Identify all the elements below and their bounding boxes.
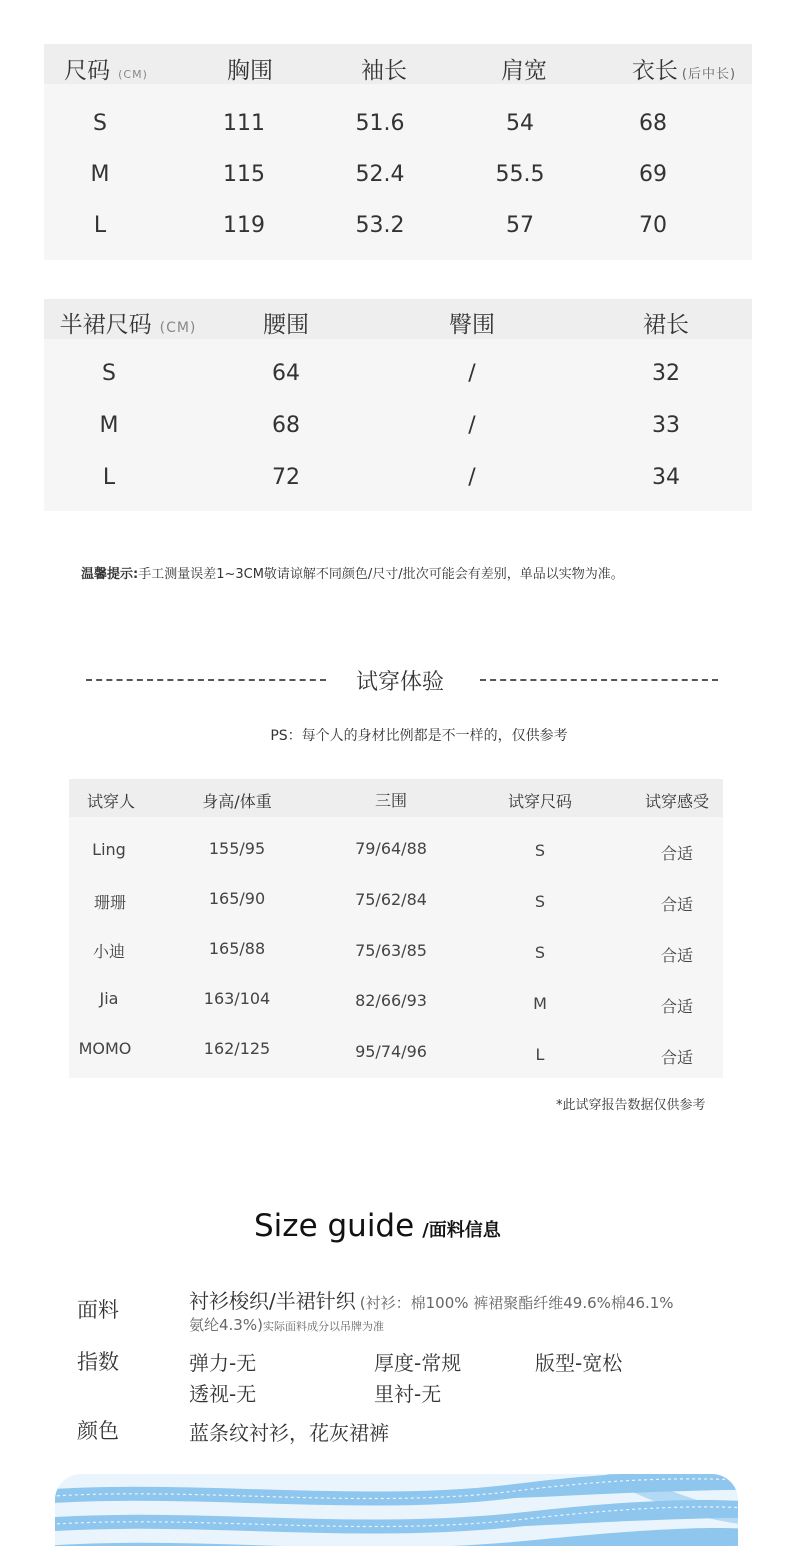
skirt-size-table — [44, 299, 752, 511]
table-cell: 52.4 — [355, 162, 405, 187]
table-cell: 合适 — [660, 844, 694, 863]
table-cell: 69 — [639, 162, 667, 187]
table-cell: 75/62/84 — [355, 890, 427, 909]
table-cell: MOMO — [78, 1039, 132, 1058]
header-feeling: 试穿感受 — [644, 792, 710, 811]
table-cell: 165/88 — [208, 939, 266, 958]
table-cell: 119 — [223, 213, 265, 238]
divider-left — [86, 679, 326, 681]
material-detail-2: 氨纶4.3%) — [189, 1316, 263, 1334]
table-cell: 165/90 — [208, 889, 266, 908]
fabric-title: Size guide — [254, 1208, 415, 1244]
table-cell: Ling — [92, 840, 126, 859]
header-tried-size: 试穿尺码 — [507, 792, 573, 811]
index-elasticity: 弹力-无 — [189, 1351, 257, 1375]
header-measurements: 三围 — [374, 791, 408, 810]
table-cell: 95/74/96 — [355, 1042, 427, 1061]
table-cell: 33 — [652, 413, 680, 438]
table-cell: 珊珊 — [93, 893, 127, 912]
table-cell: 55.5 — [495, 162, 545, 187]
material-main: 衬衫梭织/半裙针织 — [189, 1289, 356, 1313]
table-cell: 57 — [506, 213, 534, 238]
table-cell: 82/66/93 — [355, 991, 427, 1010]
tryon-table — [69, 779, 723, 1078]
table-cell: 68 — [272, 413, 300, 438]
material-note: 实际面料成分以吊牌为准 — [262, 1320, 384, 1333]
index-fit: 版型-宽松 — [535, 1351, 623, 1375]
table-cell: 115 — [223, 162, 265, 187]
material-detail-1: (衬衫：棉100% 裤裙聚酯纤维49.6%棉46.1% — [359, 1294, 674, 1312]
header-length: 衣长 (后中长) — [631, 58, 737, 84]
table-cell: / — [468, 465, 476, 490]
color-label: 颜色 — [77, 1419, 119, 1443]
table-cell: 72 — [272, 465, 300, 490]
header-tester: 试穿人 — [86, 792, 136, 811]
table-cell: 54 — [506, 111, 534, 136]
table-cell: 合适 — [660, 895, 694, 914]
table-cell: S — [534, 892, 546, 911]
table-cell: / — [468, 413, 476, 438]
fabric-heading — [254, 1208, 501, 1244]
table-cell: S — [93, 111, 107, 136]
table-cell: 合适 — [660, 1048, 694, 1067]
header-size: 尺码 (CM) — [64, 58, 148, 84]
table-cell: 32 — [652, 361, 680, 386]
table-cell: 64 — [272, 361, 300, 386]
table-cell: Jia — [99, 989, 119, 1008]
material-line-1 — [189, 1285, 674, 1314]
table-cell: 合适 — [660, 946, 694, 965]
table-cell: 51.6 — [355, 111, 405, 136]
stripe-pattern — [55, 1474, 738, 1546]
fabric-subtitle: /面料信息 — [422, 1220, 501, 1241]
material-label: 面料 — [77, 1298, 119, 1322]
table-cell: S — [534, 943, 546, 962]
header-chest: 胸围 — [227, 58, 273, 84]
table-cell: 34 — [652, 465, 680, 490]
table-cell: L — [102, 465, 116, 490]
header-height-weight: 身高/体重 — [202, 792, 272, 811]
index-label: 指数 — [77, 1350, 119, 1374]
tryon-title: 试穿体验 — [355, 670, 445, 695]
length-note: (后中长) — [681, 67, 737, 82]
table-cell: 68 — [639, 111, 667, 136]
index-thickness: 厚度-常规 — [374, 1351, 462, 1375]
header-skirt-length: 裙长 — [643, 312, 689, 338]
table-cell: M — [99, 413, 119, 438]
size-unit: (CM) — [118, 68, 148, 81]
table-cell: 53.2 — [355, 213, 405, 238]
table-cell: M — [533, 994, 547, 1013]
top-size-table — [44, 44, 752, 260]
index-lining: 里衬-无 — [374, 1382, 442, 1406]
header-shoulder: 肩宽 — [501, 58, 547, 84]
table-cell: 155/95 — [208, 839, 266, 858]
size-unit: (CM) — [159, 320, 197, 336]
table-cell: / — [468, 361, 476, 386]
table-cell: L — [535, 1045, 545, 1064]
table-cell: L — [93, 213, 107, 238]
header-skirt-size: 半裙尺码 (CM) — [59, 312, 197, 338]
table-cell: 163/104 — [203, 989, 271, 1008]
index-transparency: 透视-无 — [189, 1382, 257, 1406]
table-cell: 162/125 — [203, 1039, 271, 1058]
table-cell: S — [534, 841, 546, 860]
table-cell: 小迪 — [92, 942, 126, 961]
table-cell: 79/64/88 — [355, 839, 427, 858]
tip-label: 温馨提示: — [81, 567, 139, 582]
color-value: 蓝条纹衬衫，花灰裙裤 — [189, 1421, 389, 1445]
table-cell: M — [90, 162, 110, 187]
header-waist: 腰围 — [263, 312, 309, 338]
table-cell: 75/63/85 — [355, 941, 427, 960]
fabric-swatch-image — [55, 1474, 738, 1546]
header-hip: 臀围 — [449, 312, 495, 338]
material-line-2 — [189, 1314, 384, 1335]
tip-text: 手工测量误差1~3CM敬请谅解不同颜色/尺寸/批次可能会有差别，单品以实物为准。 — [138, 567, 624, 582]
table-cell: 合适 — [660, 997, 694, 1016]
divider-right — [480, 679, 718, 681]
measurement-tip — [81, 563, 624, 582]
table-cell: S — [102, 361, 116, 386]
table-cell: 111 — [223, 111, 265, 136]
tryon-footnote: *此试穿报告数据仅供参考 — [556, 1098, 706, 1113]
table-cell: 70 — [639, 213, 667, 238]
tryon-ps: PS：每个人的身材比例都是不一样的，仅供参考 — [270, 728, 568, 744]
header-sleeve: 袖长 — [361, 58, 407, 84]
